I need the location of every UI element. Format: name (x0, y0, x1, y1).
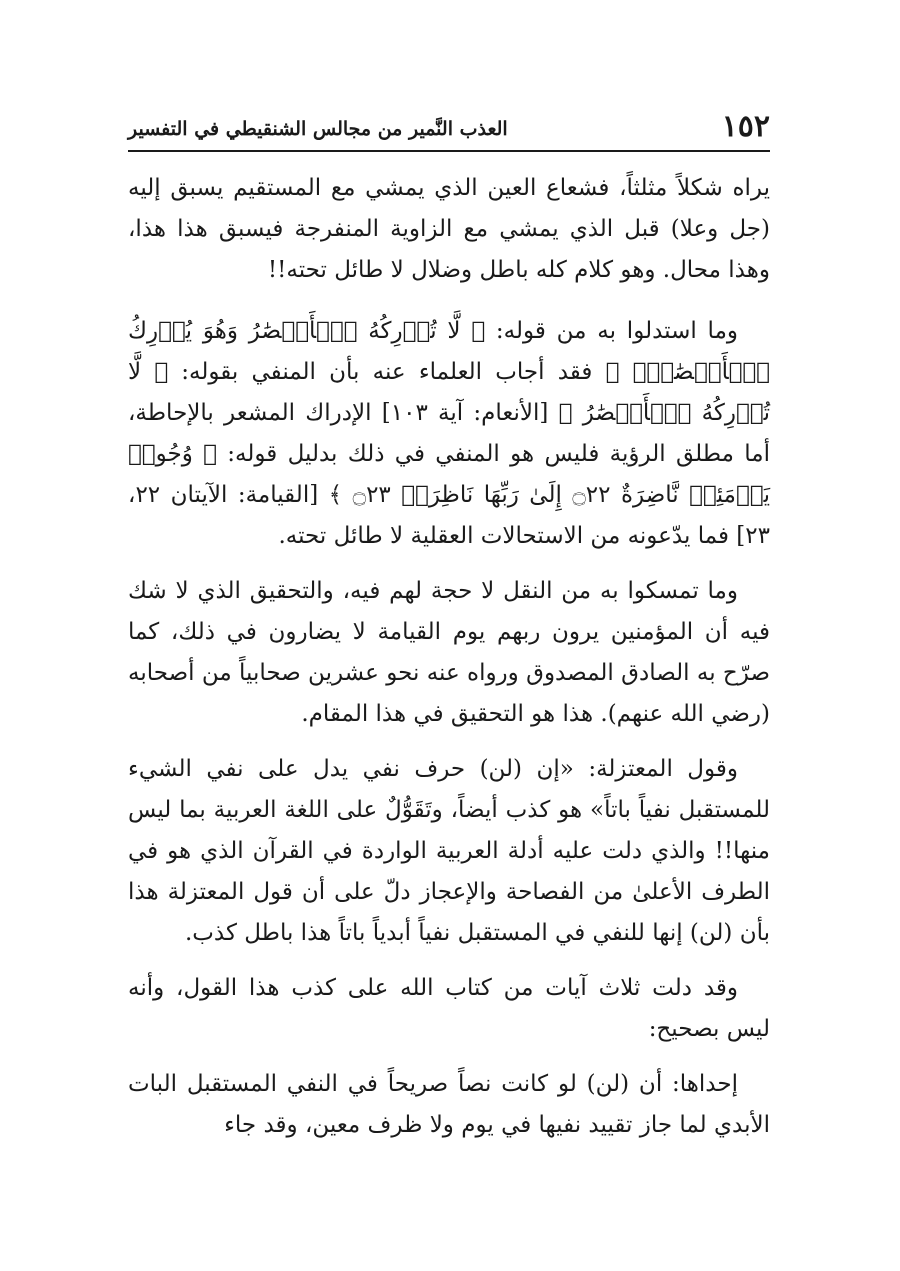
paragraph: يراه شكلاً مثلثاً، فشعاع العين الذي يمشي مع المستقيم يسبق إليه (جل وعلا) قبل الذي يمشي مع الزاوية المنفرجة فيسبق هذا هذا، وهذا محال. وهو كلام كله باطل وضلال لا طائل تحته!! (128, 175, 770, 283)
header-rule (128, 150, 770, 152)
page-header (128, 108, 770, 148)
paragraph: وما تمسكوا به من النقل لا حجة لهم فيه، والتحقيق الذي لا شك فيه أن المؤمنين يرون ربهم يوم القيامة لا يضارون في ذلك، كما صرّح به الصادق المصدوق ورواه عنه نحو عشرين صحابياً من أصحابه (رضي الله عنهم). هذا هو التحقيق في هذا المقام. (128, 578, 770, 727)
paragraph: وما استدلوا به من قوله: ﴿ لَّا تُدۡرِكُهُ ٱلۡأَبۡصَٰرُ وَهُوَ يُدۡرِكُ ٱلۡأَبۡصَٰرَۖ ﴾ فقد أجاب العلماء عنه بأن المنفي بقوله: ﴿ لَّا تُدۡرِكُهُ ٱلۡأَبۡصَٰرُ ﴾ [الأنعام: آية ١٠٣] الإدراك المشعر بالإحاطة، أما مطلق الرؤية فليس هو المنفي في ذلك بدليل قوله: ﴿ وُجُوهٞ يَوۡمَئِذٖ نَّاضِرَةٌ ۝٢٢ إِلَىٰ رَبِّهَا نَاظِرَةٞ ۝٢٣ ﴾ [القيامة: الآيتان ٢٢، ٢٣] فما يدّعونه من الاستحالات العقلية لا طائل تحته. (128, 318, 770, 549)
page-body (128, 168, 770, 1160)
paragraph: وقد دلت ثلاث آيات من كتاب الله على كذب هذا القول، وأنه ليس بصحيح: (128, 975, 770, 1042)
paragraph: إحداها: أن (لن) لو كانت نصاً صريحاً في النفي المستقبل البات الأبدي لما جاز تقييد نفيها في يوم ولا ظرف معين، وقد جاء (128, 1071, 770, 1138)
paragraph: وقول المعتزلة: «إن (لن) حرف نفي يدل على نفي الشيء للمستقبل نفياً باتاً» هو كذب أيضاً، وتَقَوُّلٌ على اللغة العربية بما ليس منها!! والذي دلت عليه أدلة العربية الواردة في القرآن الذي هو في الطرف الأعلىٰ من الفصاحة والإعجاز دلّ على أن قول المعتزلة هذا بأن (لن) إنها للنفي في المستقبل نفياً أبدياً باتاً هذا باطل كذب. (128, 756, 771, 946)
page-number: ١٥٢ (721, 109, 770, 144)
running-title: العذب النَّمير من مجالس الشنقيطي في التفسير (128, 118, 508, 140)
